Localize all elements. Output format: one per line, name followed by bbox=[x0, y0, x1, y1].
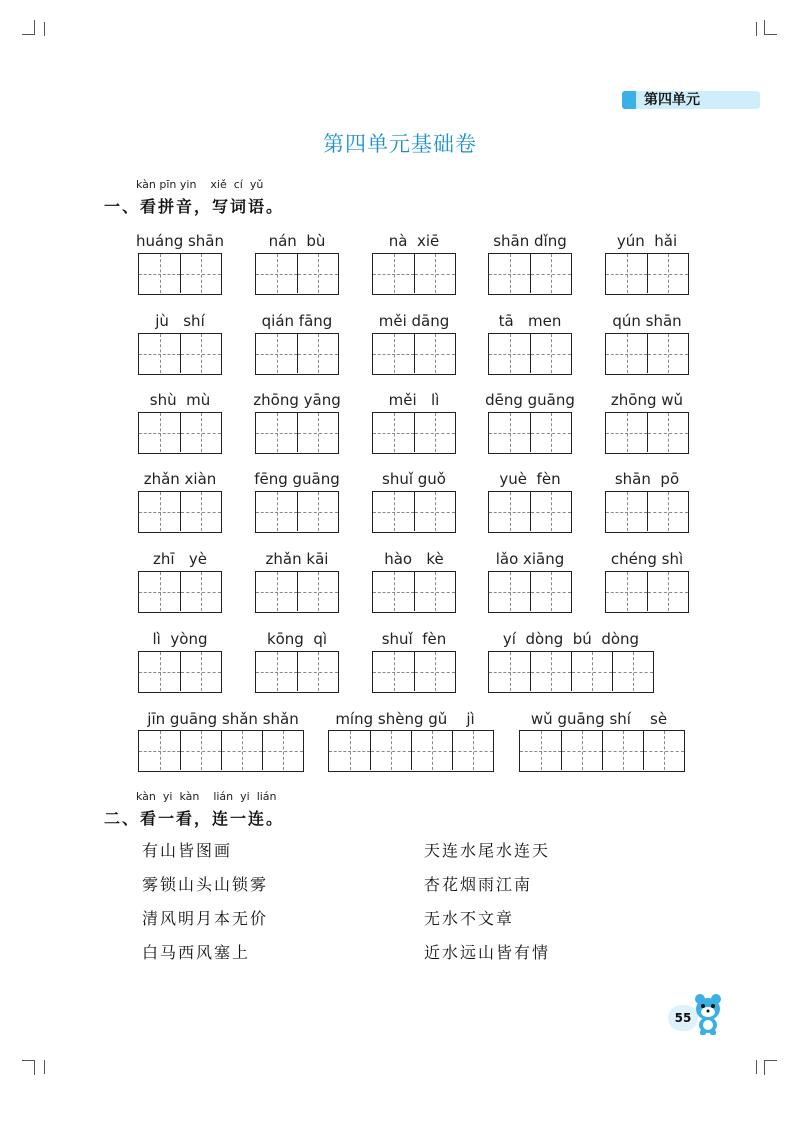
pinyin-label: wǔ guāng shí sè bbox=[530, 710, 668, 728]
writing-grid[interactable] bbox=[138, 253, 222, 295]
writing-grid[interactable] bbox=[605, 253, 689, 295]
section1-heading: 一、看拼音，写词语。 bbox=[104, 197, 285, 216]
writing-grid[interactable] bbox=[255, 571, 339, 613]
writing-grid[interactable] bbox=[605, 333, 689, 375]
pinyin-label: tā men bbox=[498, 312, 562, 330]
writing-grid[interactable] bbox=[138, 412, 222, 454]
crop-mark bbox=[44, 22, 45, 36]
writing-grid[interactable] bbox=[255, 253, 339, 295]
unit-badge bbox=[622, 91, 760, 109]
writing-grid[interactable] bbox=[138, 571, 222, 613]
section2-heading: 二、看一看，连一连。 bbox=[104, 809, 285, 828]
left-phrase[interactable]: 有山皆图画 bbox=[142, 841, 233, 860]
writing-grid[interactable] bbox=[255, 491, 339, 533]
pinyin-label: yuè fèn bbox=[499, 470, 561, 488]
pinyin-label: qián fāng bbox=[261, 312, 333, 330]
pinyin-label: nán bù bbox=[268, 232, 326, 250]
crop-mark bbox=[756, 22, 757, 36]
pinyin-label: huáng shān bbox=[135, 232, 225, 250]
page-title: 第四单元基础卷 bbox=[323, 132, 477, 156]
writing-grid[interactable] bbox=[138, 491, 222, 533]
crop-mark bbox=[22, 1060, 35, 1075]
pinyin-label: kōng qì bbox=[266, 630, 328, 648]
right-phrase[interactable]: 近水远山皆有情 bbox=[424, 943, 551, 962]
writing-grid[interactable] bbox=[372, 253, 456, 295]
right-phrase[interactable]: 无水不文章 bbox=[424, 909, 515, 928]
crop-mark bbox=[22, 20, 35, 35]
pinyin-label: yún hǎi bbox=[616, 232, 678, 250]
pinyin-label: zhī yè bbox=[153, 550, 207, 568]
crop-mark bbox=[756, 1060, 757, 1074]
pinyin-label: qún shān bbox=[612, 312, 682, 330]
pinyin-label: zhǎn kāi bbox=[265, 550, 329, 568]
mascot-icon bbox=[692, 992, 724, 1036]
writing-grid[interactable] bbox=[488, 333, 572, 375]
pinyin-label: chéng shì bbox=[610, 550, 684, 568]
pinyin-label: jīn guāng shǎn shǎn bbox=[147, 710, 299, 728]
crop-mark bbox=[764, 20, 777, 35]
pinyin-label: jù shí bbox=[155, 312, 205, 330]
pinyin-label: fēng guāng bbox=[254, 470, 340, 488]
writing-grid[interactable] bbox=[138, 730, 304, 772]
right-phrase[interactable]: 天连水尾水连天 bbox=[424, 841, 551, 860]
writing-grid[interactable] bbox=[372, 333, 456, 375]
pinyin-label: měi lì bbox=[388, 391, 440, 409]
pinyin-label: dēng guāng bbox=[485, 391, 575, 409]
writing-grid[interactable] bbox=[605, 491, 689, 533]
crop-mark bbox=[764, 1060, 777, 1075]
writing-grid[interactable] bbox=[488, 651, 654, 693]
writing-grid[interactable] bbox=[372, 571, 456, 613]
left-phrase[interactable]: 白马西风塞上 bbox=[142, 943, 251, 962]
writing-grid[interactable] bbox=[372, 491, 456, 533]
left-phrase[interactable]: 清风明月本无价 bbox=[142, 909, 269, 928]
pinyin-label: shù mù bbox=[149, 391, 211, 409]
pinyin-label: míng shèng gǔ jì bbox=[335, 710, 475, 728]
pinyin-label: zhōng wǔ bbox=[610, 391, 684, 409]
writing-grid[interactable] bbox=[519, 730, 685, 772]
writing-grid[interactable] bbox=[255, 412, 339, 454]
writing-grid[interactable] bbox=[488, 412, 572, 454]
pinyin-label: shuǐ fèn bbox=[381, 630, 447, 648]
writing-grid[interactable] bbox=[255, 333, 339, 375]
writing-grid[interactable] bbox=[255, 651, 339, 693]
writing-grid[interactable] bbox=[488, 253, 572, 295]
writing-grid[interactable] bbox=[138, 333, 222, 375]
left-phrase[interactable]: 雾锁山头山锁雾 bbox=[142, 875, 269, 894]
pinyin-label: lì yòng bbox=[152, 630, 208, 648]
writing-grid[interactable] bbox=[488, 491, 572, 533]
section2-pinyin: kàn yi kàn lián yi lián bbox=[136, 790, 277, 803]
writing-grid[interactable] bbox=[372, 651, 456, 693]
pinyin-label: měi dāng bbox=[378, 312, 450, 330]
writing-grid[interactable] bbox=[488, 571, 572, 613]
pinyin-label: hào kè bbox=[384, 550, 444, 568]
writing-grid[interactable] bbox=[605, 571, 689, 613]
pinyin-label: zhǎn xiàn bbox=[143, 470, 217, 488]
pinyin-label: lǎo xiāng bbox=[495, 550, 565, 568]
right-phrase[interactable]: 杏花烟雨江南 bbox=[424, 875, 533, 894]
pinyin-label: shān pō bbox=[614, 470, 680, 488]
unit-label: 第四单元 bbox=[644, 92, 700, 108]
pinyin-label: zhōng yāng bbox=[253, 391, 341, 409]
pinyin-label: shān dǐng bbox=[493, 232, 567, 250]
pinyin-label: yí dòng bú dòng bbox=[502, 630, 640, 648]
pinyin-label: shuǐ guǒ bbox=[382, 470, 446, 488]
crop-mark bbox=[44, 1060, 45, 1074]
writing-grid[interactable] bbox=[138, 651, 222, 693]
badge-tab bbox=[622, 91, 636, 109]
section1-pinyin: kàn pīn yin xiě cí yǔ bbox=[136, 178, 264, 191]
writing-grid[interactable] bbox=[605, 412, 689, 454]
writing-grid[interactable] bbox=[328, 730, 494, 772]
pinyin-label: nà xiē bbox=[388, 232, 440, 250]
page-number: 55 bbox=[668, 1005, 698, 1031]
writing-grid[interactable] bbox=[372, 412, 456, 454]
